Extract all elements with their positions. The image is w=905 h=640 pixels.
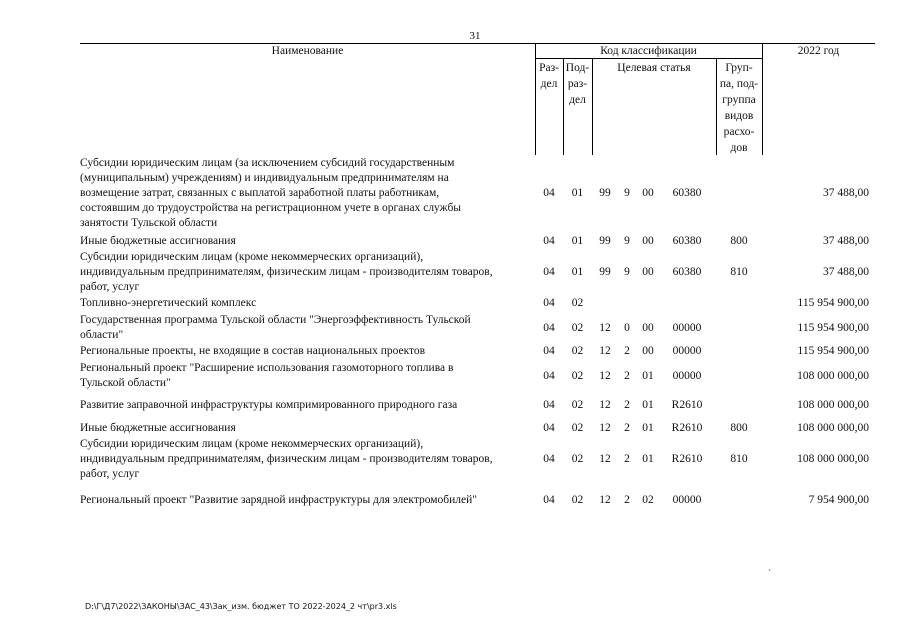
row-name-line: Субсидии юридическим лицам (кроме некоммерческих организаций), [80,251,424,263]
cell-sum: 7 954 900,00 [808,494,869,506]
row-name-line: области" [80,329,124,341]
cell-pr: 02 [571,345,584,357]
table-row [80,421,875,436]
row-name-line: Региональный проект "Развитие зарядной инфраструктуры для электромобилей" [80,494,477,506]
cell-cs3: 00 [642,322,654,334]
row-name-line: Региональный проект "Расширение использования газомоторного топлива в [80,362,454,374]
table-row [80,361,875,391]
row-name-line: работ, услуг [80,281,140,293]
table-row [80,398,875,413]
row-name-line: Иные бюджетные ассигнования [80,235,236,247]
cell-cs4: 60380 [672,266,702,278]
cell-cs2: 2 [624,453,630,465]
row-name-line: Тульской области" [80,377,171,389]
cell-cs1: 12 [599,494,611,506]
cell-cs3: 01 [642,399,654,411]
cell-cs1: 12 [599,322,611,334]
cell-pr: 02 [571,399,584,411]
row-name [80,234,526,249]
cell-cs1: 12 [599,453,611,465]
cell-cs3: 01 [642,370,654,382]
row-name [80,437,526,482]
cell-rz: 04 [543,266,555,278]
cell-vr: 800 [730,235,748,247]
row-name [80,421,526,436]
cell-sum: 108 000 000,00 [797,370,869,382]
row-name-line: состоявшим до трудоустройства на регистрационном учете в органах службы [80,202,462,214]
cell-pr: 02 [571,322,584,334]
cell-cs3: 00 [642,345,654,357]
row-name [80,313,526,343]
cell-cs1: 12 [599,345,611,357]
cell-cs2: 2 [624,370,630,382]
cell-rz: 04 [543,297,555,309]
cell-rz: 04 [543,370,555,382]
file-path-footer: D:\Г\Д7\2022\ЗАКОНЫ\ЗАС_43\Зак_изм. бюджет ТО 2022-2024_2 чт\pr3.xls [85,602,397,611]
cell-cs3: 00 [642,235,654,247]
row-name [80,344,526,359]
cell-cs2: 2 [624,494,630,506]
cell-cs3: 01 [642,453,654,465]
table-row [80,234,875,249]
table-row [80,156,875,231]
table-row [80,250,875,295]
cell-cs2: 0 [624,322,630,334]
cell-cs4: 00000 [672,322,702,334]
cell-sum: 37 488,00 [823,187,869,199]
row-name-line: индивидуальным предпринимателям, физическим лицам - производителям товаров, [80,453,493,465]
cell-vr: 810 [730,453,748,465]
table-row [80,344,875,359]
cell-cs4: 00000 [672,345,702,357]
header-razdel: Раз- дел [539,62,559,90]
cell-rz: 04 [543,187,555,199]
cell-pr: 02 [571,370,584,382]
cell-cs3: 02 [642,494,654,506]
cell-cs1: 12 [599,422,611,434]
row-name-line: Иные бюджетные ассигнования [80,422,236,434]
header-year: 2022 год [797,45,840,57]
cell-cs3: 00 [642,266,654,278]
cell-cs1: 99 [599,235,611,247]
cell-cs4: R2610 [671,422,703,434]
table-row [80,437,875,482]
cell-sum: 108 000 000,00 [797,422,869,434]
cell-cs3: 00 [642,187,654,199]
cell-sum: 108 000 000,00 [797,399,869,411]
cell-rz: 04 [543,235,555,247]
cell-cs1: 12 [599,399,611,411]
row-name [80,250,526,295]
header-podrazdel: Под- раз- дел [565,62,590,106]
cell-cs4: 00000 [672,370,702,382]
cell-cs1: 99 [599,266,611,278]
row-name-line: (муниципальным) учреждениям) и индивидуальным предпринимателям на [80,172,449,184]
header-code: Код классификации [600,45,697,57]
cell-rz: 04 [543,494,555,506]
cell-cs3: 01 [642,422,654,434]
row-name [80,398,526,413]
cell-pr: 02 [571,453,584,465]
stray-mark: ` [768,568,771,578]
cell-cs1: 12 [599,370,611,382]
header-tselevaya: Целевая статья [617,62,691,74]
row-name-line: Региональные проекты, не входящие в состав национальных проектов [80,345,426,357]
cell-cs2: 2 [624,345,630,357]
cell-rz: 04 [543,345,555,357]
cell-sum: 37 488,00 [823,235,869,247]
cell-cs4: 00000 [672,494,702,506]
cell-rz: 04 [543,422,555,434]
cell-sum: 115 954 900,00 [797,322,869,334]
cell-pr: 01 [571,187,584,199]
cell-pr: 02 [571,494,584,506]
table-row [80,493,875,508]
cell-sum: 37 488,00 [823,266,869,278]
cell-sum: 115 954 900,00 [797,345,869,357]
row-name-line: Топливно-энергетический комплекс [80,297,257,309]
row-name-line: Субсидии юридическим лицам (кроме некоммерческих организаций), [80,438,424,450]
cell-cs2: 9 [624,187,630,199]
row-name [80,493,526,508]
cell-rz: 04 [543,453,555,465]
cell-sum: 115 954 900,00 [797,297,869,309]
header-name: Наименование [271,45,344,57]
cell-cs4: 60380 [672,235,702,247]
cell-cs4: 60380 [672,187,702,199]
cell-vr: 810 [730,266,748,278]
cell-cs2: 2 [624,399,630,411]
cell-pr: 02 [571,422,584,434]
cell-rz: 04 [543,399,555,411]
cell-cs1: 99 [599,187,611,199]
page-number: 31 [469,30,481,42]
cell-pr: 01 [571,266,584,278]
cell-cs4: R2610 [671,399,703,411]
row-name-line: индивидуальным предпринимателям, физическим лицам - производителям товаров, [80,266,493,278]
header-gruppa: Груп- па, под- группа видов расхо- дов [719,62,759,154]
row-name [80,361,526,391]
row-name-line: Развитие заправочной инфраструктуры компримированного природного газа [80,399,458,411]
row-name-line: Государственная программа Тульской области "Энергоэффективность Тульской [80,314,471,326]
cell-cs2: 2 [624,422,630,434]
row-name [80,156,526,231]
table-row [80,296,875,311]
cell-sum: 108 000 000,00 [797,453,869,465]
row-name-line: Субсидии юридическим лицам (за исключением субсидий государственным [80,157,455,169]
row-name-line: возмещение затрат, связанных с выплатой заработной платы работникам, [80,187,440,199]
cell-rz: 04 [543,322,555,334]
cell-cs2: 9 [624,266,630,278]
table-header [80,43,875,155]
cell-vr: 800 [730,422,748,434]
table-row [80,313,875,343]
cell-cs2: 9 [624,235,630,247]
col-border [762,43,763,155]
row-name-line: занятости Тульской области [80,217,218,229]
cell-cs4: R2610 [671,453,703,465]
row-name [80,296,526,311]
cell-pr: 01 [571,235,584,247]
row-name-line: работ, услуг [80,468,140,480]
cell-pr: 02 [571,297,584,309]
